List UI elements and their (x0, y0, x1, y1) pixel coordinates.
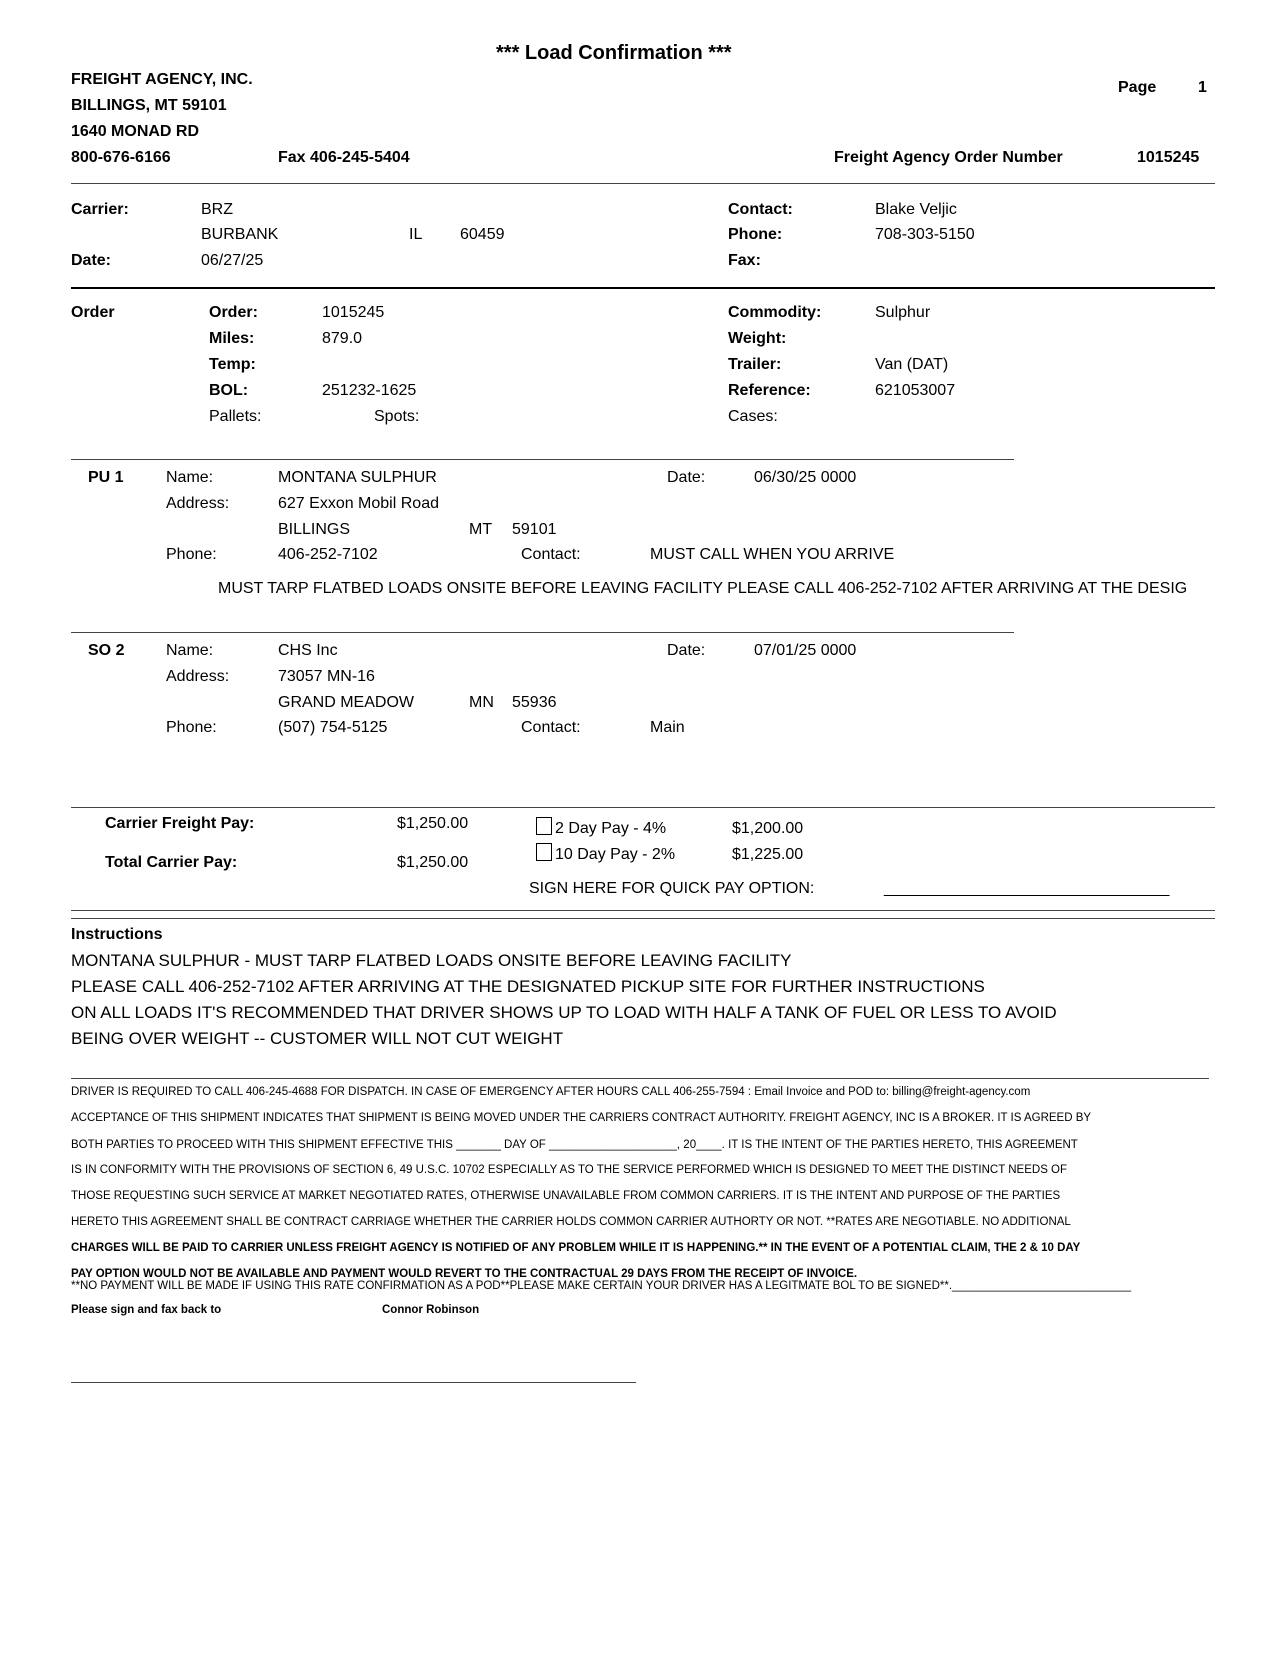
stop-1-note: MUST TARP FLATBED LOADS ONSITE BEFORE LEAVING FACILITY PLEASE CALL 406-252-7102 AFTER ARRIVING AT THE DESIG (218, 580, 1188, 597)
carrier-city: BURBANK (201, 226, 279, 243)
bol-value: 251232-1625 (322, 382, 417, 399)
temp-label: Temp: (209, 356, 256, 373)
stop-2-phone-label: Phone: (166, 719, 217, 736)
order-label: Order: (209, 304, 258, 321)
instruction-line: PLEASE CALL 406-252-7102 AFTER ARRIVING AT THE DESIGNATED PICKUP SITE FOR FURTHER INSTRUCTIONS (71, 977, 985, 996)
stop-1-address: 627 Exxon Mobil Road (278, 495, 439, 512)
order-value: 1015245 (322, 304, 385, 321)
stop-1-divider (71, 459, 1014, 460)
stop-1-phone: 406-252-7102 (278, 546, 378, 563)
signature-line[interactable] (71, 1382, 636, 1383)
carrier-phone: 708-303-5150 (875, 226, 975, 243)
terms-bold-line: CHARGES WILL BE PAID TO CARRIER UNLESS FREIGHT AGENCY IS NOTIFIED OF ANY PROBLEM WHILE IT IS HAPPENING.** IN THE EVENT OF A POTENTIAL CLAIM, THE 2 & 10 DAY (71, 1242, 1081, 1254)
quick-pay-2day-label: 2 Day Pay - 4% (555, 820, 667, 837)
order-number-value: 1015245 (1137, 149, 1200, 166)
carrier-label: Carrier: (71, 201, 129, 218)
terms-line: THOSE REQUESTING SUCH SERVICE AT MARKET NEGOTIATED RATES, OTHERWISE UNAVAILABLE FROM COMMON CARRIERS. IT IS THE INTENT AND PURPOSE OF THE PARTIES (71, 1190, 1061, 1202)
reference-label: Reference: (728, 382, 811, 399)
page-label: Page (1118, 79, 1157, 96)
commodity-value: Sulphur (875, 304, 931, 321)
total-carrier-pay-label: Total Carrier Pay: (105, 854, 238, 871)
stop-2-contact-label: Contact: (521, 719, 581, 736)
quick-pay-sign-label: SIGN HERE FOR QUICK PAY OPTION: (529, 880, 815, 897)
weight-label: Weight: (728, 330, 787, 347)
trailer-label: Trailer: (728, 356, 782, 373)
terms-bold-line: PAY OPTION WOULD NOT BE AVAILABLE AND PAYMENT WOULD REVERT TO THE CONTRACTUAL 29 DAYS FROM THE RECEIPT OF INVOICE. (71, 1268, 858, 1280)
instruction-line: MONTANA SULPHUR - MUST TARP FLATBED LOADS ONSITE BEFORE LEAVING FACILITY (71, 951, 792, 970)
stop-1-contact: MUST CALL WHEN YOU ARRIVE (650, 546, 895, 563)
stop-1-date: 06/30/25 0000 (754, 469, 857, 486)
spots-label: Spots: (374, 408, 420, 425)
carrier-freight-pay-value: $1,250.00 (397, 815, 469, 832)
contact-label: Contact: (728, 201, 793, 218)
stop-1-name-label: Name: (166, 469, 214, 486)
carrier-divider (71, 287, 1215, 289)
terms-line: DRIVER IS REQUIRED TO CALL 406-245-4688 FOR DISPATCH. IN CASE OF EMERGENCY AFTER HOURS CALL 406-255-7594 : Email Invoice and POD to: billing@freight-agency.com (71, 1086, 1031, 1098)
quick-pay-2day-checkbox[interactable] (536, 817, 552, 835)
carrier-date-label: Date: (71, 252, 112, 269)
stop-1-phone-label: Phone: (166, 546, 217, 563)
terms-line: ACCEPTANCE OF THIS SHIPMENT INDICATES THAT SHIPMENT IS BEING MOVED UNDER THE CARRIERS CONTRACT AUTHORITY. FREIGHT AGENCY, INC IS A BROKER. IT IS AGREED BY (71, 1112, 1092, 1124)
cases-label: Cases: (728, 408, 778, 425)
miles-value: 879.0 (322, 330, 363, 347)
carrier-name: BRZ (201, 201, 233, 218)
stop-1-state: MT (469, 521, 493, 538)
instruction-line: ON ALL LOADS IT'S RECOMMENDED THAT DRIVER SHOWS UP TO LOAD WITH HALF A TANK OF FUEL OR LESS TO AVOID (71, 1003, 1057, 1022)
company-fax: Fax 406-245-5404 (278, 149, 410, 166)
carrier-fax-label: Fax: (728, 252, 761, 269)
total-carrier-pay-value: $1,250.00 (397, 854, 469, 871)
pallets-label: Pallets: (209, 408, 262, 425)
page-number: 1 (1198, 79, 1207, 96)
pod-line: **NO PAYMENT WILL BE MADE IF USING THIS RATE CONFIRMATION AS A POD**PLEASE MAKE CERTAIN YOUR DRIVER HAS A LEGITMATE BOL TO BE SIGNED**.____________________________ (71, 1280, 1132, 1292)
carrier-phone-label: Phone: (728, 226, 783, 243)
terms-line: IS IN CONFORMITY WITH THE PROVISIONS OF SECTION 6, 49 U.S.C. 10702 ESPECIALLY AS TO THE SERVICE PERFORMED WHICH IS DESIGNED TO MEET THE DISTINCT NEEDS OF (71, 1164, 1068, 1176)
stop-2-date-label: Date: (667, 642, 706, 659)
stop-2-divider (71, 632, 1014, 633)
header-divider (71, 183, 1215, 184)
signoff-name: Connor Robinson (382, 1304, 480, 1316)
order-number-label: Freight Agency Order Number (834, 149, 1063, 166)
stop-2-date: 07/01/25 0000 (754, 642, 857, 659)
stop-2-contact: Main (650, 719, 685, 736)
stop-2-address: 73057 MN-16 (278, 668, 375, 685)
stop-1-zip: 59101 (512, 521, 557, 538)
stop-2-name-label: Name: (166, 642, 214, 659)
stop-1-address-label: Address: (166, 495, 230, 512)
bol-label: BOL: (209, 382, 249, 399)
company-name: FREIGHT AGENCY, INC. (71, 71, 253, 88)
stop-1-city: BILLINGS (278, 521, 351, 538)
commodity-label: Commodity: (728, 304, 822, 321)
company-phone: 800-676-6166 (71, 149, 171, 166)
carrier-freight-pay-label: Carrier Freight Pay: (105, 815, 255, 832)
pay-divider-top (71, 807, 1215, 808)
quick-pay-10day-value: $1,225.00 (732, 846, 804, 863)
terms-line: BOTH PARTIES TO PROCEED WITH THIS SHIPMENT EFFECTIVE THIS _______ DAY OF ____________________, 20____. IT IS THE INTENT OF THE PARTIES HERETO, THIS AGREEMENT (71, 1139, 1078, 1151)
miles-label: Miles: (209, 330, 255, 347)
company-street: 1640 MONAD RD (71, 123, 200, 140)
stop-1-contact-label: Contact: (521, 546, 581, 563)
pay-divider-mid (71, 910, 1215, 911)
stop-1-date-label: Date: (667, 469, 706, 486)
order-section-label: Order (71, 304, 115, 321)
pay-divider-bottom (71, 918, 1215, 919)
quick-pay-signature-line[interactable]: ____________________________________ (884, 880, 1169, 897)
contact-value: Blake Veljic (875, 201, 957, 218)
trailer-value: Van (DAT) (875, 356, 949, 373)
reference-value: 621053007 (875, 382, 956, 399)
stop-2-state: MN (469, 694, 494, 711)
stop-2-zip: 55936 (512, 694, 557, 711)
stop-2-name: CHS Inc (278, 642, 338, 659)
quick-pay-2day-value: $1,200.00 (732, 820, 804, 837)
sign-fax-label: Please sign and fax back to (71, 1304, 222, 1316)
carrier-zip: 60459 (460, 226, 505, 243)
terms-divider (71, 1078, 1209, 1079)
stop-2-city: GRAND MEADOW (278, 694, 414, 711)
instructions-heading: Instructions (71, 926, 163, 943)
quick-pay-10day-checkbox[interactable] (536, 843, 552, 861)
document-title: *** Load Confirmation *** (496, 42, 732, 64)
terms-line: HERETO THIS AGREEMENT SHALL BE CONTRACT CARRIAGE WHETHER THE CARRIER HOLDS COMMON CARRIER AUTHORTY OR NOT. **RATES ARE NEGOTIABLE. NO ADDITIONAL (71, 1216, 1071, 1228)
stop-2-phone: (507) 754-5125 (278, 719, 388, 736)
quick-pay-10day-label: 10 Day Pay - 2% (555, 846, 676, 863)
stop-2-address-label: Address: (166, 668, 230, 685)
stop-2-id: SO 2 (88, 642, 125, 659)
company-city: BILLINGS, MT 59101 (71, 97, 227, 114)
carrier-state: IL (409, 226, 423, 243)
stop-1-name: MONTANA SULPHUR (278, 469, 437, 486)
instruction-line: BEING OVER WEIGHT -- CUSTOMER WILL NOT CUT WEIGHT (71, 1029, 564, 1048)
stop-1-id: PU 1 (88, 469, 124, 486)
carrier-date: 06/27/25 (201, 252, 264, 269)
